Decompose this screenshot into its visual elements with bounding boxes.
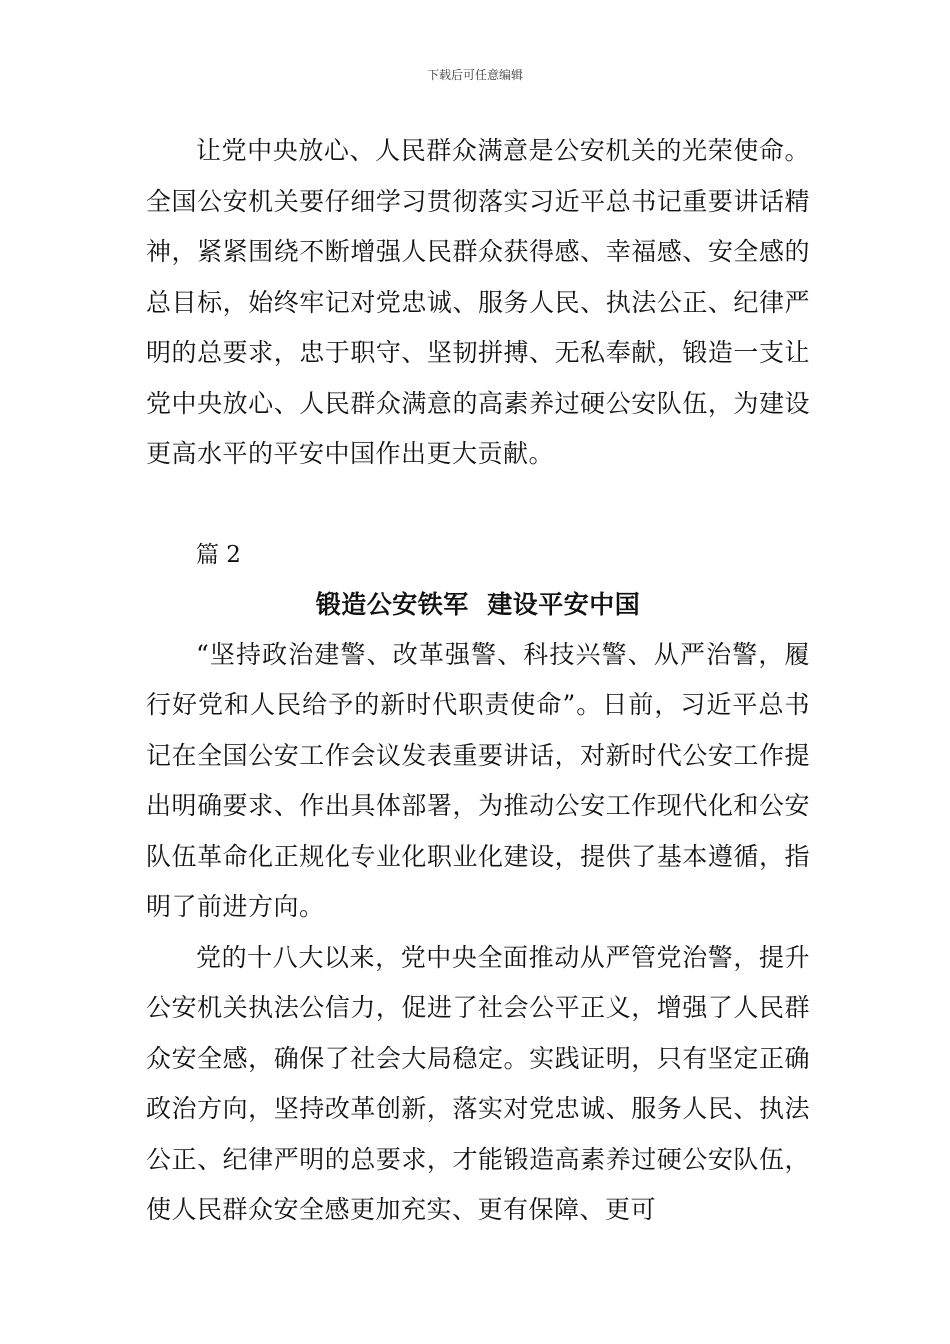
paragraph-3: 党的十八大以来，党中央全面推动从严管党治警，提升公安机关执法公信力，促进了社会公平正义，增强了人民群众安全感，确保了社会大局稳定。实践证明，只有坚定正确政治方向，坚持改革创新，落实对党忠诚、服务人民、执法公正、纪律严明的总要求，才能锻造高素养过硬公安队伍，使人民群众安全感更加充实、更有保障、更可 bbox=[146, 942, 810, 1224]
paragraph-gap bbox=[146, 480, 810, 530]
paragraph-1: 让党中央放心、人民群众满意是公安机关的光荣使命。全国公安机关要仔细学习贯彻落实习近平总书记重要讲话精神，紧紧围绕不断增强人民群众获得感、幸福感、安全感的总目标，始终牢记对党忠诚、服务人民、执法公正、纪律严明的总要求，忠于职守、坚韧拼搏、无私奉献，锻造一支让党中央放心、人民群众满意的高素养过硬公安队伍，为建设更高水平的平安中国作出更大贡献。 bbox=[146, 136, 810, 468]
section-label: 篇 2 bbox=[196, 541, 241, 568]
header-note: 下载后可任意编辑 bbox=[426, 68, 523, 82]
article-title: 锻造公安铁军 建设平安中国 bbox=[315, 589, 641, 619]
document-body bbox=[146, 126, 810, 1236]
paragraph-2: “坚持政治建警、改革强警、科技兴警、从严治警，履行好党和人民给予的新时代职责使命”。日前，习近平总书记在全国公安工作会议发表重要讲话，对新时代公安工作提出明确要求、作出具体部署，为推动公安工作现代化和公安队伍革命化正规化专业化职业化建设，提供了基本遵循，指明了前进方向。 bbox=[146, 639, 810, 921]
